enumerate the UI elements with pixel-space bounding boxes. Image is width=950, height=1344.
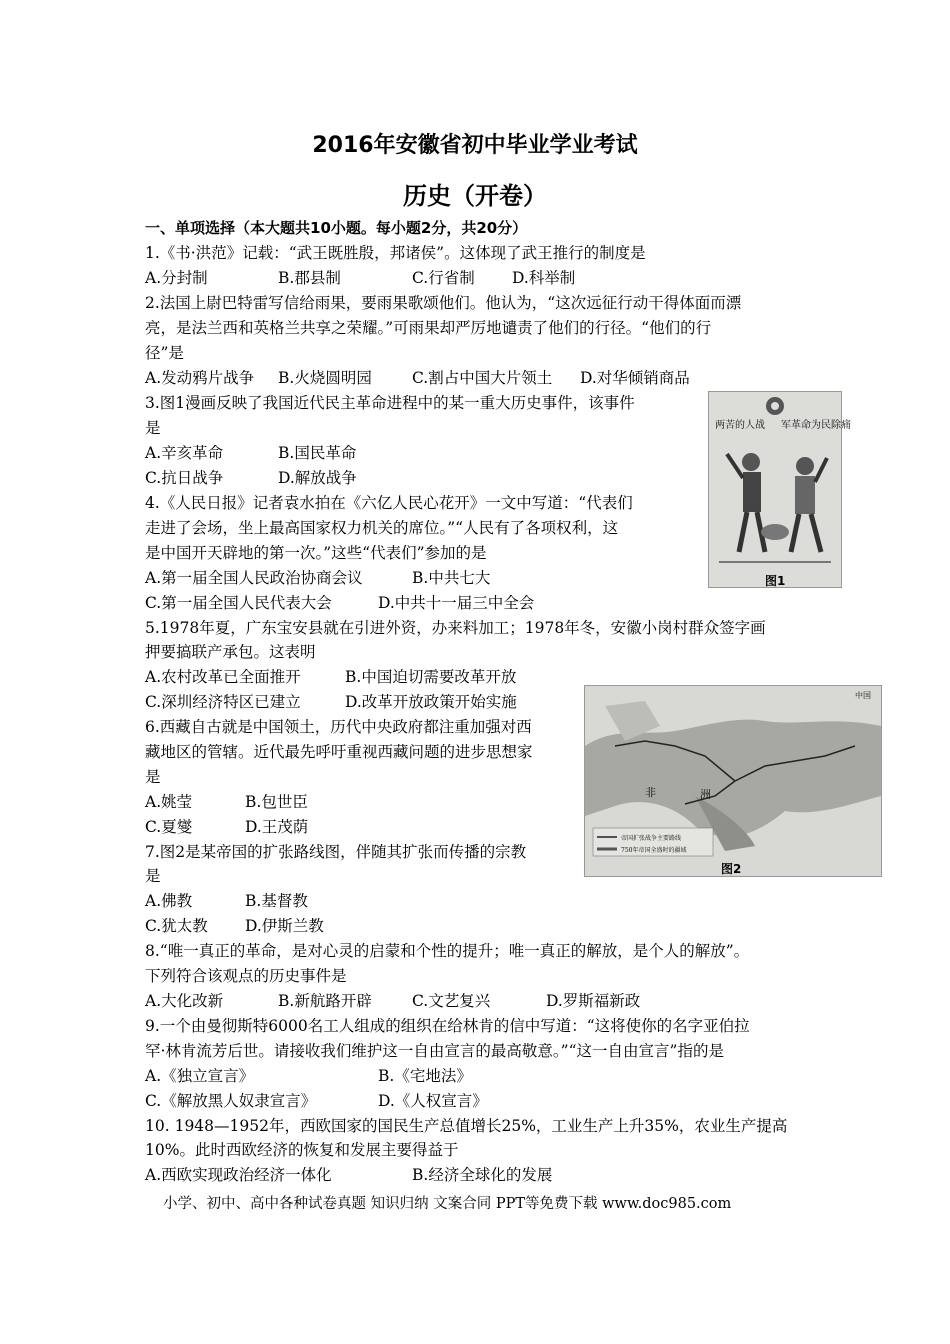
question-1-text: 1.《书·洪范》记载：“武王既胜殷，邦诸侯”。这体现了武王推行的制度是 [145,244,646,262]
q6-option-a: A.姚莹 [145,793,193,811]
q7-option-b: B.基督教 [245,892,308,910]
q6-option-c: C.夏燮 [145,818,193,836]
q5-option-c: C.深圳经济特区已建立 [145,693,301,711]
question-7-text-1: 7.图2是某帝国的扩张路线图，伴随其扩张而传播的宗教 [145,843,527,861]
question-4-text-1: 4.《人民日报》记者袁水拍在《六亿人民心花开》一文中写道：“代表们 [145,494,633,512]
q7-option-d: D.伊斯兰教 [245,917,324,935]
legend-item-routes: 帝国扩张战争主要路线 [621,835,682,842]
q9-option-b: B.《宅地法》 [378,1067,472,1085]
map-label-africa-1: 非 [645,786,656,799]
question-6-text-1: 6.西藏自古就是中国领土，历代中央政府都注重加强对西 [145,718,532,736]
q8-option-c: C.文艺复兴 [412,992,491,1010]
q3-option-a: A.辛亥革命 [145,444,224,462]
cartoon-banner-right: 军革命为民除痛 [781,420,851,431]
question-2-text-2: 亮，是法兰西和英格兰共享之荣耀。”可雨果却严厉地谴责了他们的行径。“他们的行 [145,319,712,337]
cartoon-banner-left: 两苦的人战 [715,420,765,431]
q4-option-c: C.第一届全国人民代表大会 [145,594,332,612]
q1-option-d: D.科举制 [512,269,576,287]
exam-subtitle: 历史（开卷） [403,182,547,210]
q6-option-b: B.包世臣 [245,793,308,811]
q3-option-d: D.解放战争 [278,469,357,487]
q4-option-a: A.第一届全国人民政治协商会议 [145,569,363,587]
q3-option-b: B.国民革命 [278,444,357,462]
question-3-text-2: 是 [145,419,161,437]
q9-option-c: C.《解放黑人奴隶宣言》 [145,1092,317,1110]
figure-2-map [584,685,882,877]
q2-option-a: A.发动鸦片战争 [145,369,255,387]
question-10-text-1: 10. 1948—1952年，西欧国家的国民生产总值增长25%，工业生产上升35%，农业生产提高 [145,1117,788,1135]
question-10-text-2: 10%。此时西欧经济的恢复和发展主要得益于 [145,1141,459,1159]
question-5-text-1: 5.1978年夏，广东宝安县就在引进外资，办来料加工；1978年冬，安徽小岗村群众签字画 [145,619,766,637]
question-8-text-2: 下列符合该观点的历史事件是 [145,967,347,985]
empire-expansion-map [585,686,881,876]
q5-option-a: A.农村改革已全面推开 [145,668,301,686]
q7-option-c: C.犹太教 [145,917,208,935]
q8-option-b: B.新航路开辟 [278,992,372,1010]
q10-option-a: A.西欧实现政治经济一体化 [145,1166,332,1184]
question-6-text-3: 是 [145,768,161,786]
q8-option-d: D.罗斯福新政 [546,992,641,1010]
q7-option-a: A.佛教 [145,892,193,910]
question-2-text-3: 径”是 [145,344,184,362]
question-3-text-1: 3.图1漫画反映了我国近代民主革命进程中的某一重大历史事件，该事件 [145,394,635,412]
question-7-text-2: 是 [145,867,161,885]
question-9-text-2: 罕·林肯流芳后世。请接收我们维护这一自由宣言的最高敬意。”“这一自由宣言”指的是 [145,1042,724,1060]
map-label-china: 中国 [855,691,871,700]
q9-option-d: D.《人权宣言》 [378,1092,488,1110]
question-4-text-3: 是中国开天辟地的第一次。”这些“代表们”参加的是 [145,544,487,562]
q1-option-b: B.郡县制 [278,269,341,287]
q2-option-d: D.对华倾销商品 [580,369,690,387]
figure-1-cartoon [708,391,851,588]
q2-option-c: C.割占中国大片领土 [412,369,553,387]
cartoon-illustration [709,392,851,587]
q8-option-a: A.大化改新 [145,992,224,1010]
legend-item-territory: 750年帝国全盛时的疆域 [621,847,687,854]
q3-option-c: C.抗日战争 [145,469,224,487]
question-4-text-2: 走进了会场，坐上最高国家权力机关的席位。”“人民有了各项权利，这 [145,519,619,537]
q4-option-b: B.中共七大 [412,569,491,587]
map-label-africa-2: 洲 [700,788,711,801]
question-8-text-1: 8.“唯一真正的革命，是对心灵的启蒙和个性的提升；唯一真正的解放，是个人的解放”。 [145,942,750,960]
question-2-text-1: 2.法国上尉巴特雷写信给雨果，要雨果歌颂他们。他认为，“这次远征行动干得体面而漂 [145,294,742,312]
question-5-text-2: 押要搞联产承包。这表明 [145,643,316,661]
q5-option-d: D.改革开放政策开始实施 [345,693,517,711]
figure-1-caption: 图1 [765,574,786,588]
q10-option-b: B.经济全球化的发展 [412,1166,553,1184]
q9-option-a: A.《独立宣言》 [145,1067,255,1085]
figure-2-caption: 图2 [721,862,742,876]
page-footer: 小学、初中、高中各种试卷真题 知识归纳 文案合同 PPT等免费下载 www.doc985.com [163,1196,732,1212]
exam-title: 2016年安徽省初中毕业学业考试 [312,133,638,158]
q4-option-d: D.中共十一届三中全会 [378,594,535,612]
q6-option-d: D.王茂荫 [245,818,309,836]
q1-option-c: C.行省制 [412,269,475,287]
q2-option-b: B.火烧圆明园 [278,369,372,387]
question-6-text-2: 藏地区的管辖。近代最先呼吁重视西藏问题的进步思想家 [145,743,533,761]
q5-option-b: B.中国迫切需要改革开放 [345,668,517,686]
section-heading: 一、单项选择（本大题共10小题。每小题2分，共20分） [145,219,528,237]
q1-option-a: A.分封制 [145,269,208,287]
question-9-text-1: 9.一个由曼彻斯特6000名工人组成的组织在给林肯的信中写道：“这将使你的名字亚伯拉 [145,1017,750,1035]
